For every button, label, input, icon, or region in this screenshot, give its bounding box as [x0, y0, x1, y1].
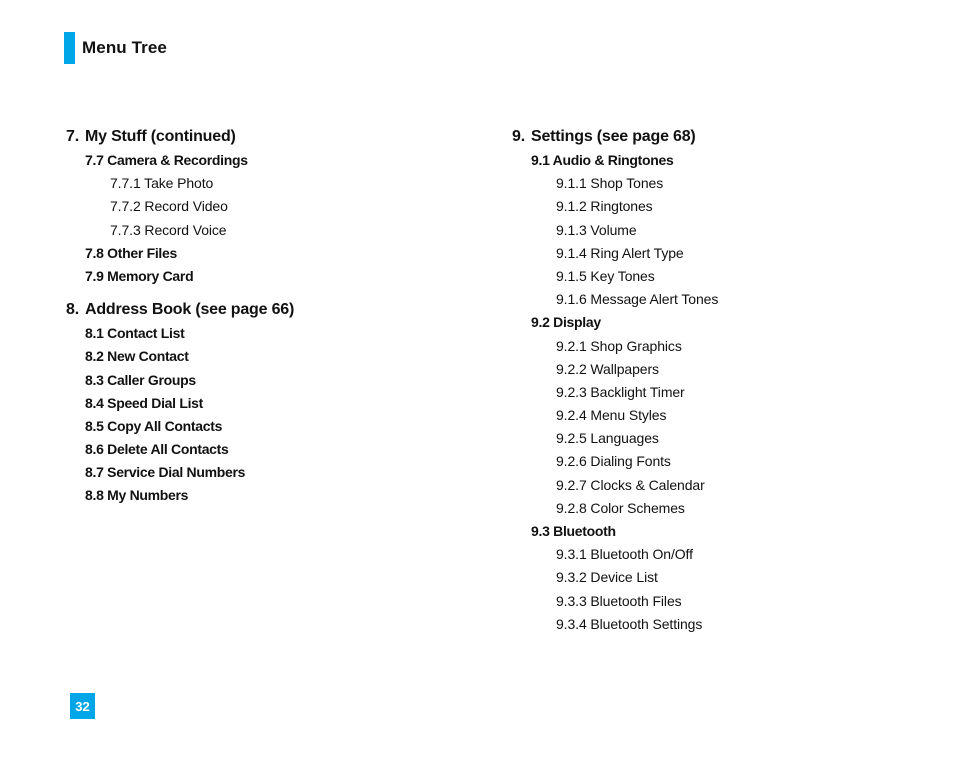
right-column	[512, 124, 892, 636]
section-number: 9.	[512, 128, 525, 145]
submenu-item: 9.3.4 Bluetooth Settings	[556, 615, 703, 632]
page-header	[64, 32, 167, 64]
menu-item: 9.2 Display	[531, 314, 601, 331]
section-title	[66, 297, 446, 322]
page-number-badge: 32	[70, 693, 95, 719]
menu-section	[66, 124, 446, 288]
submenu-item: 9.3.2 Device List	[556, 569, 658, 586]
section-title	[512, 124, 892, 149]
submenu-item: 9.2.1 Shop Graphics	[556, 337, 682, 354]
menu-item: 7.8 Other Files	[85, 244, 177, 261]
section-number: 7.	[66, 128, 79, 145]
left-column	[66, 124, 446, 508]
submenu-item: 9.2.2 Wallpapers	[556, 360, 659, 377]
menu-item: 8.3 Caller Groups	[85, 371, 196, 388]
submenu-item: 7.7.3 Record Voice	[110, 221, 227, 238]
menu-item: 8.1 Contact List	[85, 325, 185, 342]
menu-item: 8.4 Speed Dial List	[85, 394, 204, 411]
menu-section	[66, 297, 446, 508]
menu-item: 7.7 Camera & Recordings	[85, 152, 248, 168]
menu-item: 8.6 Delete All Contacts	[85, 441, 229, 458]
submenu-item: 7.7.1 Take Photo	[110, 175, 214, 192]
submenu-item: 9.2.3 Backlight Timer	[556, 383, 685, 400]
section-title-text: Settings (see page 68)	[531, 128, 696, 145]
submenu-item: 7.7.2 Record Video	[110, 198, 228, 215]
menu-item: 7.9 Memory Card	[85, 267, 194, 284]
submenu-item: 9.2.4 Menu Styles	[556, 407, 667, 424]
submenu-item: 9.2.5 Languages	[556, 430, 659, 447]
section-title-text: My Stuff (continued)	[85, 128, 236, 145]
menu-item: 9.3 Bluetooth	[531, 523, 616, 539]
submenu-item: 9.1.6 Message Alert Tones	[556, 291, 719, 308]
header-accent-bar	[64, 32, 75, 64]
submenu-item: 9.2.8 Color Schemes	[556, 499, 685, 516]
menu-item: 8.7 Service Dial Numbers	[85, 464, 246, 481]
section-title	[66, 124, 446, 149]
submenu-item: 9.1.2 Ringtones	[556, 198, 653, 215]
submenu-item: 9.1.5 Key Tones	[556, 267, 655, 284]
menu-item: 8.5 Copy All Contacts	[85, 417, 223, 434]
submenu-item: 9.1.3 Volume	[556, 221, 637, 238]
submenu-item: 9.2.7 Clocks & Calendar	[556, 476, 705, 493]
menu-item: 9.1 Audio & Ringtones	[531, 152, 674, 168]
submenu-item: 9.2.6 Dialing Fonts	[556, 453, 671, 470]
menu-section	[512, 124, 892, 636]
section-number: 8.	[66, 301, 79, 319]
submenu-item: 9.3.3 Bluetooth Files	[556, 592, 682, 609]
page-title: Menu Tree	[82, 38, 167, 57]
submenu-item: 9.1.4 Ring Alert Type	[556, 244, 684, 261]
menu-item: 8.8 My Numbers	[85, 487, 189, 504]
submenu-item: 9.1.1 Shop Tones	[556, 175, 664, 192]
section-title-text: Address Book (see page 66)	[85, 301, 295, 319]
submenu-item: 9.3.1 Bluetooth On/Off	[556, 546, 693, 563]
menu-item: 8.2 New Contact	[85, 348, 189, 365]
